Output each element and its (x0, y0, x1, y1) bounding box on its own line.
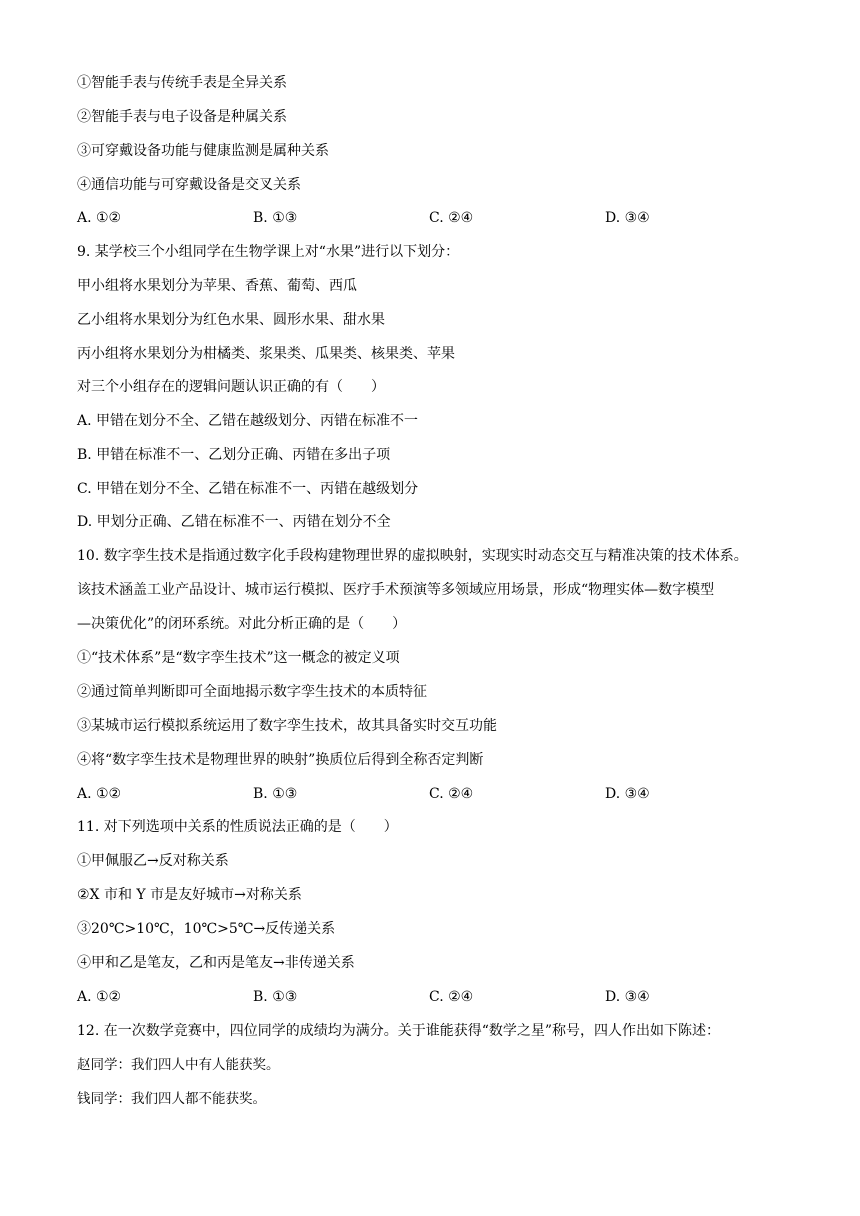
q9-line-1: 甲小组将水果划分为苹果、香蕉、葡萄、西瓜 (77, 278, 357, 294)
q10-item-2: ②通过简单判断即可全面地揭示数字孪生技术的本质特征 (77, 684, 427, 700)
q12-stem: 12. 在一次数学竞赛中，四位同学的成绩均为满分。关于谁能获得“数学之星”称号，四人作出如下陈述： (77, 1023, 721, 1039)
q10-item-3: ③某城市运行模拟系统运用了数字孪生技术，故其具备实时交互功能 (77, 718, 497, 734)
q10-stem-line-2: 该技术涵盖工业产品设计、城市运行模拟、医疗手术预演等多领域应用场景，形成“物理实体—数字模型 (77, 582, 715, 598)
q9-line-2: 乙小组将水果划分为红色水果、圆形水果、甜水果 (77, 312, 385, 328)
q9-choice-a: A. 甲错在划分不全、乙错在越级划分、丙错在标准不一 (77, 413, 419, 429)
q11-item-2: ②X 市和 Y 市是友好城市→对称关系 (77, 887, 302, 903)
q10-options (77, 784, 777, 804)
q11-stem: 11. 对下列选项中关系的性质说法正确的是（ ） (77, 819, 398, 835)
q11-option-a: A. ①② (77, 989, 122, 1005)
q8-option-d: D. ③④ (605, 210, 650, 226)
q10-option-c: C. ②④ (429, 786, 474, 802)
q10-stem-line-1: 10. 数字孪生技术是指通过数字化手段构建物理世界的虚拟映射，实现实时动态交互与精准决策的技术体系。 (77, 548, 748, 564)
q9-choice-b: B. 甲错在标准不一、乙划分正确、丙错在多出子项 (77, 447, 391, 463)
q9-choice-c: C. 甲错在划分不全、乙错在标准不一、丙错在越级划分 (77, 481, 419, 497)
q8-item-3: ③可穿戴设备功能与健康监测是属种关系 (77, 143, 329, 159)
q11-item-3: ③20℃>10℃，10℃>5℃→反传递关系 (77, 921, 336, 937)
q11-options (77, 987, 777, 1007)
q9-line-4: 对三个小组存在的逻辑问题认识正确的有（ ） (77, 379, 385, 395)
q12-statement-zhao: 赵同学：我们四人中有人能获奖。 (77, 1057, 280, 1073)
q11-item-1: ①甲佩服乙→反对称关系 (77, 853, 229, 869)
q10-option-d: D. ③④ (605, 786, 650, 802)
q10-option-b: B. ①③ (253, 786, 298, 802)
q8-options (77, 208, 777, 228)
q8-option-b: B. ①③ (253, 210, 298, 226)
q9-stem: 9. 某学校三个小组同学在生物学课上对“水果”进行以下划分： (77, 244, 460, 260)
q10-option-a: A. ①② (77, 786, 122, 802)
q10-item-1: ①“技术体系”是“数字孪生技术”这一概念的被定义项 (77, 650, 400, 666)
q8-item-1: ①智能手表与传统手表是全异关系 (77, 75, 287, 91)
q11-option-c: C. ②④ (429, 989, 474, 1005)
q11-option-d: D. ③④ (605, 989, 650, 1005)
q10-item-4: ④将“数字孪生技术是物理世界的映射”换质位后得到全称否定判断 (77, 752, 484, 768)
q8-item-4: ④通信功能与可穿戴设备是交叉关系 (77, 177, 301, 193)
q9-line-3: 丙小组将水果划分为柑橘类、浆果类、瓜果类、核果类、苹果 (77, 346, 455, 362)
q12-statement-qian: 钱同学：我们四人都不能获奖。 (77, 1091, 266, 1107)
q8-option-c: C. ②④ (429, 210, 474, 226)
q11-option-b: B. ①③ (253, 989, 298, 1005)
q11-item-4: ④甲和乙是笔友，乙和丙是笔友→非传递关系 (77, 955, 355, 971)
q10-stem-line-3: —决策优化”的闭环系统。对此分析正确的是（ ） (77, 616, 407, 632)
q8-option-a: A. ①② (77, 210, 122, 226)
q8-item-2: ②智能手表与电子设备是种属关系 (77, 109, 287, 125)
q9-choice-d: D. 甲划分正确、乙错在标准不一、丙错在划分不全 (77, 514, 391, 530)
